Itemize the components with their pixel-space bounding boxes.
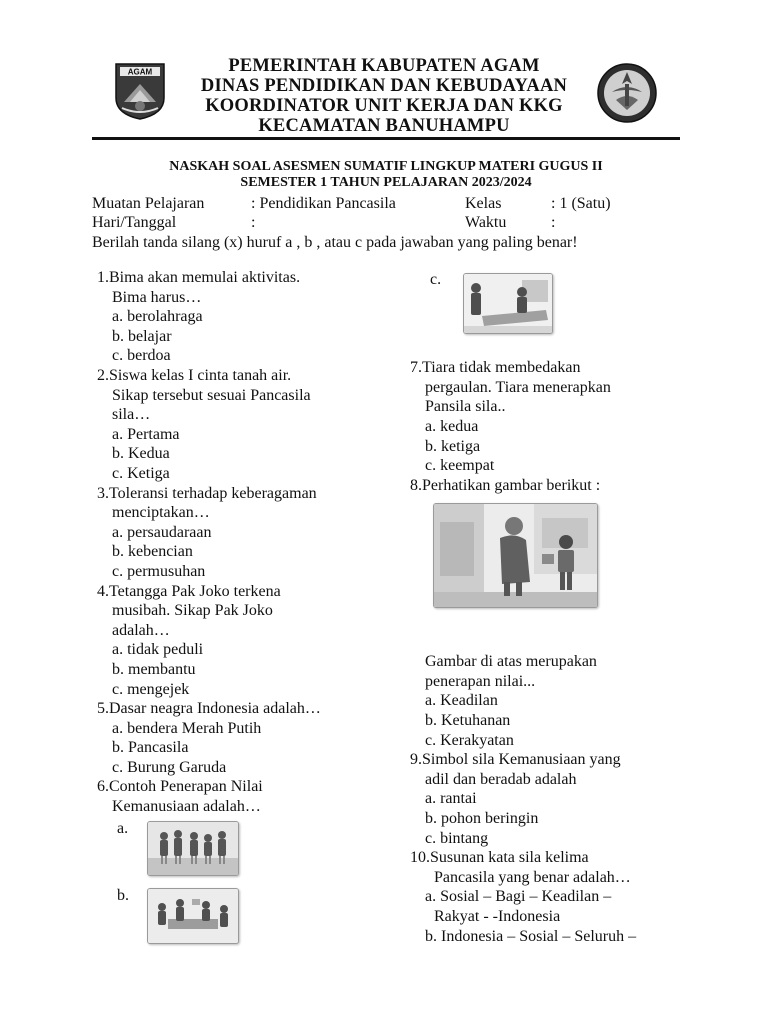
question-1-option-a: a. berolahraga bbox=[112, 308, 203, 325]
question-8: 8.Perhatikan gambar berikut : bbox=[410, 477, 601, 494]
question-8-option-b: b. Ketuhanan bbox=[425, 712, 511, 729]
question-8-text: Gambar di atas merupakan bbox=[425, 653, 597, 670]
question-8-text: penerapan nilai... bbox=[425, 673, 536, 690]
question-7-option-c: c. keempat bbox=[425, 457, 495, 474]
question-5: 5.Dasar neagra Indonesia adalah… bbox=[97, 700, 321, 717]
question-5-option-c: c. Burung Garuda bbox=[112, 759, 227, 776]
date-value: : bbox=[251, 214, 256, 231]
time-label: Waktu bbox=[465, 214, 507, 231]
students-at-table-picture bbox=[463, 273, 553, 334]
date-label: Hari/Tanggal bbox=[92, 214, 177, 231]
question-8-option-c: c. Kerakyatan bbox=[425, 732, 514, 749]
question-2-text: sila… bbox=[112, 406, 151, 423]
question-6-text: Kemanusiaan adalah… bbox=[112, 798, 261, 815]
question-6-option-c: c. bbox=[430, 271, 442, 288]
question-3-option-b: b. kebencian bbox=[112, 543, 193, 560]
agam-regency-emblem-icon bbox=[114, 62, 166, 120]
question-4-option-b: b. membantu bbox=[112, 661, 196, 678]
question-7-text: pergaulan. Tiara menerapkan bbox=[425, 379, 611, 396]
question-9-option-a: a. rantai bbox=[425, 790, 477, 807]
question-9-option-c: c. bintang bbox=[425, 830, 489, 847]
question-10-text: Pancasila yang benar adalah… bbox=[434, 869, 631, 886]
question-7-option-a: a. kedua bbox=[425, 418, 479, 435]
question-4-text: musibah. Sikap Pak Joko bbox=[112, 602, 273, 619]
question-5-option-b: b. Pancasila bbox=[112, 739, 189, 756]
question-10-option-b: b. Indonesia – Sosial – Seluruh – bbox=[425, 928, 637, 945]
question-8-option-a: a. Keadilan bbox=[425, 692, 498, 709]
subject-value: : Pendidikan Pancasila bbox=[251, 195, 396, 212]
question-4-option-a: a. tidak peduli bbox=[112, 641, 204, 658]
exam-title bbox=[92, 159, 680, 191]
question-1-text: Bima harus… bbox=[112, 289, 202, 306]
question-2-text: Sikap tersebut sesuai Pancasila bbox=[112, 387, 311, 404]
question-2-option-c: c. Ketiga bbox=[112, 465, 170, 482]
question-7: 7.Tiara tidak membedakan bbox=[410, 359, 581, 376]
exam-title-line1: NASKAH SOAL ASESMEN SUMATIF LINGKUP MATERI GUGUS II bbox=[169, 159, 603, 174]
children-helping-picture bbox=[147, 821, 239, 876]
header-divider bbox=[92, 137, 680, 140]
subject-label: Muatan Pelajaran bbox=[92, 195, 205, 212]
class-value: : 1 (Satu) bbox=[551, 195, 611, 212]
question-6: 6.Contoh Penerapan Nilai bbox=[97, 778, 263, 795]
question-1: 1.Bima akan memulai aktivitas. bbox=[97, 269, 301, 286]
question-10-option-a: a. Sosial – Bagi – Keadilan – bbox=[425, 888, 612, 905]
question-4: 4.Tetangga Pak Joko terkena bbox=[97, 583, 281, 600]
question-2-option-a: a. Pertama bbox=[112, 426, 180, 443]
question-5-option-a: a. bendera Merah Putih bbox=[112, 720, 262, 737]
question-3-text: menciptakan… bbox=[112, 504, 210, 521]
instruction: Berilah tanda silang (x) huruf a , b , atau c pada jawaban yang paling benar! bbox=[92, 234, 578, 251]
question-9-text: adil dan beradab adalah bbox=[425, 771, 577, 788]
child-helping-grandmother-picture bbox=[433, 503, 598, 608]
letterhead-line: KOORDINATOR UNIT KERJA DAN KKG bbox=[205, 96, 563, 116]
letterhead-line: KECAMATAN BANUHAMPU bbox=[258, 116, 510, 136]
question-7-option-b: b. ketiga bbox=[425, 438, 481, 455]
question-3-option-c: c. permusuhan bbox=[112, 563, 206, 580]
question-7-text: Pansila sila.. bbox=[425, 398, 506, 415]
question-3-option-a: a. persaudaraan bbox=[112, 524, 212, 541]
classroom-discussion-picture bbox=[147, 888, 239, 944]
logo-left-text: AGAM bbox=[127, 67, 153, 77]
question-3: 3.Toleransi terhadap keberagaman bbox=[97, 485, 317, 502]
exam-title-line2: SEMESTER 1 TAHUN PELAJARAN 2023/2024 bbox=[240, 175, 532, 190]
question-6-option-a: a. bbox=[117, 820, 129, 837]
question-4-option-c: c. mengejek bbox=[112, 681, 190, 698]
question-10-option-a-cont: Rakyat - -Indonesia bbox=[434, 908, 561, 925]
letterhead-line: PEMERINTAH KABUPATEN AGAM bbox=[228, 56, 540, 76]
question-10: 10.Susunan kata sila kelima bbox=[410, 849, 589, 866]
question-9: 9.Simbol sila Kemanusiaan yang bbox=[410, 751, 621, 768]
class-label: Kelas bbox=[465, 195, 502, 212]
tut-wuri-handayani-emblem-icon bbox=[596, 62, 658, 124]
question-9-option-b: b. pohon beringin bbox=[425, 810, 539, 827]
time-value: : bbox=[551, 214, 556, 231]
letterhead bbox=[180, 56, 588, 136]
question-2: 2.Siswa kelas I cinta tanah air. bbox=[97, 367, 292, 384]
question-4-text: adalah… bbox=[112, 622, 170, 639]
question-1-option-c: c. berdoa bbox=[112, 347, 171, 364]
question-1-option-b: b. belajar bbox=[112, 328, 172, 345]
letterhead-line: DINAS PENDIDIKAN DAN KEBUDAYAAN bbox=[200, 76, 568, 96]
question-6-option-b: b. bbox=[117, 887, 129, 904]
question-2-option-b: b. Kedua bbox=[112, 445, 170, 462]
